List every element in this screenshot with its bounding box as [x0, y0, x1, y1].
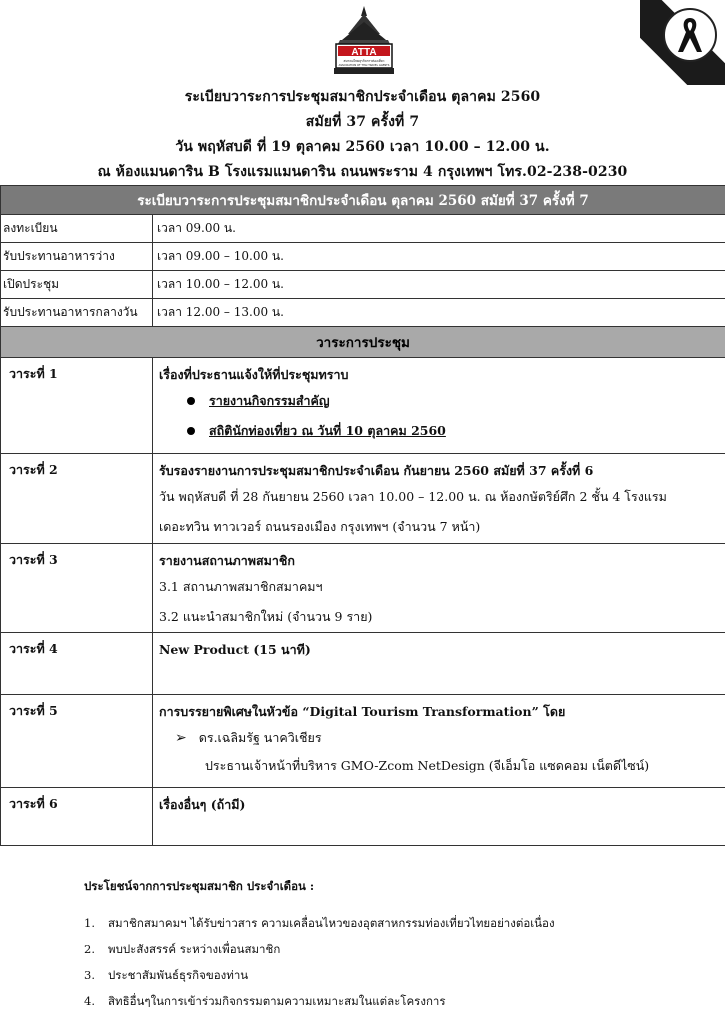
schedule-label: เปิดประชุม — [1, 271, 153, 299]
list-text: พบปะสังสรรค์ ระหว่างเพื่อนสมาชิก — [108, 936, 280, 962]
arrow-bullet-icon: ➢ — [175, 723, 187, 753]
agenda-item-1 — [1, 358, 725, 454]
list-text: ประชาสัมพันธ์ธุรกิจของท่าน — [108, 962, 248, 988]
schedule-row — [1, 243, 725, 271]
agenda-item-5 — [1, 695, 725, 788]
list-number: 1. — [84, 910, 108, 936]
benefits-list — [84, 910, 704, 1014]
item-label: วาระที่ 6 — [1, 788, 153, 846]
atta-logo — [324, 4, 404, 82]
speaker-name: ดร.เฉลิมรัฐ นาควิเชียร — [199, 723, 322, 753]
schedule-time: เวลา 09.00 น. — [153, 215, 725, 243]
bullet-dot-icon — [187, 427, 195, 435]
item-title: การบรรยายพิเศษในหัวข้อ “Digital Tourism Transformation” โดย — [159, 701, 721, 723]
schedule-label: รับประทานอาหารกลางวัน — [1, 299, 153, 327]
agenda-item-4 — [1, 633, 725, 695]
item-detail: เดอะทวิน ทาวเวอร์ ถนนรองเมือง กรุงเทพฯ (จำนวน 7 หน้า) — [159, 512, 721, 542]
schedule-label: รับประทานอาหารว่าง — [1, 243, 153, 271]
benefits-title: ประโยชน์จากการประชุมสมาชิก ประจำเดือน : — [84, 878, 704, 896]
item-sub: 3.2 แนะนำสมาชิกใหม่ (จำนวน 9 ราย) — [159, 602, 721, 632]
speaker-position: ประธานเจ้าหน้าที่บริหาร GMO-Zcom NetDesign (จีเอ็มโอ แซดคอม เน็ตดีไซน์) — [159, 753, 721, 779]
item-detail: วัน พฤหัสบดี ที่ 28 กันยายน 2560 เวลา 10.00 – 12.00 น. ณ ห้องกษัตริย์ศึก 2 ชั้น 4 โรงแรม — [159, 482, 721, 512]
logo-subtag: ASSOCIATION OF THAI TRAVEL AGENTS — [339, 63, 390, 67]
item-sub: 3.1 สถานภาพสมาชิกสมาคมฯ — [159, 572, 721, 602]
item-label: วาระที่ 3 — [1, 544, 153, 633]
header-session: สมัยที่ 37 ครั้งที่ 7 — [0, 111, 725, 133]
schedule-row — [1, 215, 725, 243]
bullet-text: สถิตินักท่องเที่ยว ณ วันที่ 10 ตุลาคม 2560 — [209, 416, 446, 446]
list-text: สิทธิอื่นๆในการเข้าร่วมกิจกรรมตามความเหมาะสมในแต่ละโครงการ — [108, 988, 446, 1014]
logo-tagline: สมาคมไทยธุรกิจการท่องเที่ยว — [344, 58, 385, 64]
schedule-time: เวลา 10.00 – 12.00 น. — [153, 271, 725, 299]
bullet-text: รายงานกิจกรรมสำคัญ — [209, 386, 330, 416]
list-number: 2. — [84, 936, 108, 962]
item-label: วาระที่ 2 — [1, 454, 153, 544]
header-title: ระเบียบวาระการประชุมสมาชิกประจำเดือน ตุลาคม 2560 — [0, 86, 725, 108]
agenda-item-6 — [1, 788, 725, 846]
list-text: สมาชิกสมาคมฯ ได้รับข่าวสาร ความเคลื่อนไหวของอุตสาหกรรมท่องเที่ยวไทยอย่างต่อเนื่อง — [108, 910, 555, 936]
header-venue: ณ ห้องแมนดาริน B โรงแรมแมนดาริน ถนนพระราม 4 กรุงเทพฯ โทร.02-238-0230 — [0, 161, 725, 183]
black-ribbon-icon — [665, 10, 715, 60]
list-number: 4. — [84, 988, 108, 1014]
list-item — [84, 962, 704, 988]
benefits-section — [84, 878, 704, 1014]
agenda-table — [0, 185, 725, 846]
speaker-row — [159, 723, 721, 753]
schedule-row — [1, 271, 725, 299]
item-label: วาระที่ 4 — [1, 633, 153, 695]
list-item — [84, 910, 704, 936]
table-title: ระเบียบวาระการประชุมสมาชิกประจำเดือน ตุลาคม 2560 สมัยที่ 37 ครั้งที่ 7 — [1, 186, 725, 215]
item-label: วาระที่ 1 — [1, 358, 153, 454]
item-title: รับรองรายงานการประชุมสมาชิกประจำเดือน กันยายน 2560 สมัยที่ 37 ครั้งที่ 6 — [159, 460, 721, 482]
ribbon-circle — [663, 8, 717, 62]
schedule-row — [1, 299, 725, 327]
item-label: วาระที่ 5 — [1, 695, 153, 788]
bullet-item — [159, 416, 721, 446]
logo-text: ATTA — [351, 47, 376, 58]
bullet-item — [159, 386, 721, 416]
list-number: 3. — [84, 962, 108, 988]
mourning-ribbon — [640, 0, 725, 85]
item-title: เรื่องอื่นๆ (ถ้ามี) — [159, 794, 721, 816]
agenda-item-3 — [1, 544, 725, 633]
item-title: เรื่องที่ประธานแจ้งให้ที่ประชุมทราบ — [159, 364, 721, 386]
list-item — [84, 988, 704, 1014]
list-item — [84, 936, 704, 962]
agenda-section-title: วาระการประชุม — [1, 327, 725, 358]
schedule-time: เวลา 12.00 – 13.00 น. — [153, 299, 725, 327]
bullet-dot-icon — [187, 397, 195, 405]
schedule-time: เวลา 09.00 – 10.00 น. — [153, 243, 725, 271]
header-date: วัน พฤหัสบดี ที่ 19 ตุลาคม 2560 เวลา 10.00 – 12.00 น. — [0, 136, 725, 158]
item-title: New Product (15 นาที) — [159, 639, 721, 661]
agenda-item-2 — [1, 454, 725, 544]
schedule-label: ลงทะเบียน — [1, 215, 153, 243]
item-title: รายงานสถานภาพสมาชิก — [159, 550, 721, 572]
